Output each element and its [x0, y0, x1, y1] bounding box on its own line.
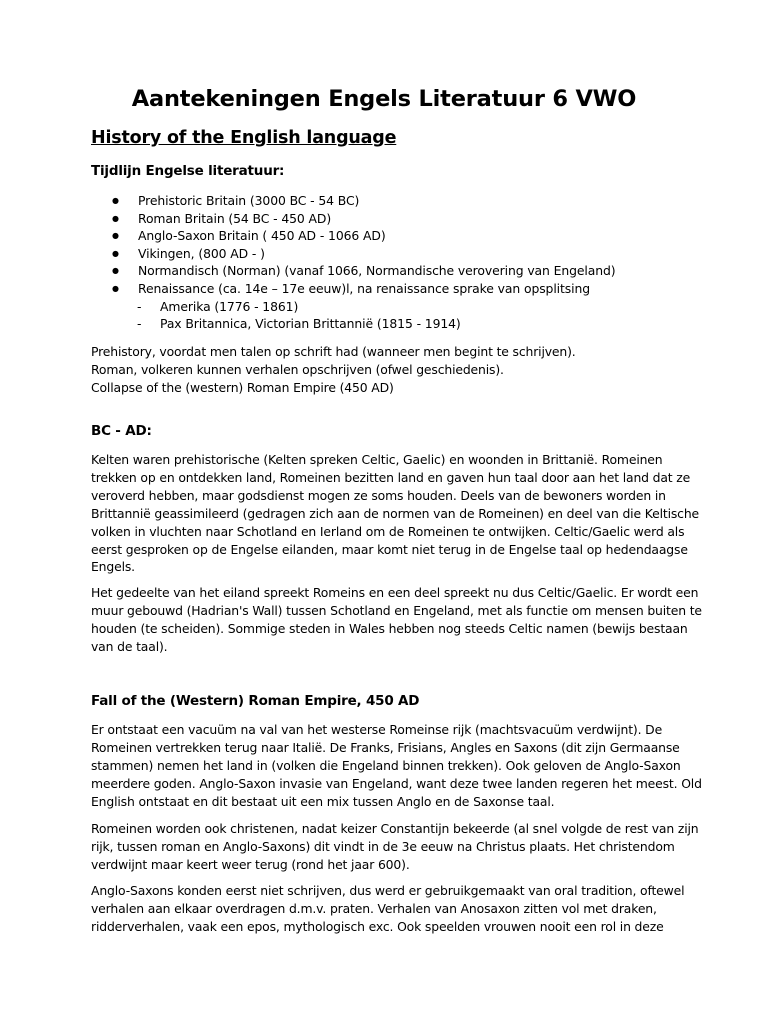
text-line: verdwijnt maar keert weer terug (rond het jaar 600).	[91, 856, 410, 872]
text-line: stammen) nemen het land in (volken die Engeland binnen trekken). Ook geloven de Anglo-Saxon	[91, 757, 681, 773]
text-line: houden (te scheiden). Sommige steden in Wales hebben nog steeds Celtic namen (bewijs bestaan	[91, 620, 688, 636]
text-line: Prehistory, voordat men talen op schrift had (wanneer men begint te schrijven).	[91, 344, 576, 359]
fall-paragraph-2	[91, 820, 699, 874]
intro-paragraph	[91, 343, 691, 397]
text-line: Roman, volkeren kunnen verhalen opschrijven (ofwel geschiedenis).	[91, 361, 504, 377]
bc-ad-paragraph-1	[91, 451, 700, 576]
text-line: Anglo-Saxons konden eerst niet schrijven, dus werd er gebruikgemaakt van oral tradition, oftewel	[91, 883, 685, 898]
text-line: rijk, tussen roman en Anglo-Saxons) dit vindt in de 3e eeuw na Christus plaats. Het christendom	[91, 838, 675, 854]
timeline-item: ● Roman Britain (54 BC - 450 AD)	[112, 210, 616, 228]
timeline-item: ● Prehistoric Britain (3000 BC - 54 BC)	[112, 192, 616, 210]
text-line: volken in vluchten naar Schotland en Ierland om de Romeinen te ontwijken. Celtic/Gaelic werd als	[91, 523, 685, 539]
text-line: Romeinen vertrekken terug naar Italië. De Franks, Frisians, Angles en Saxons (dit zijn Germaanse	[91, 739, 680, 755]
bc-ad-paragraph-2	[91, 584, 702, 656]
timeline-item: ● Vikingen, (800 AD - )	[112, 245, 616, 263]
timeline-item: ● Normandisch (Norman) (vanaf 1066, Normandische verovering van Engeland)	[112, 262, 616, 280]
text-line: Romeinen worden ook christenen, nadat keizer Constantijn bekeerde (al snel volgde de rest van zijn	[91, 821, 699, 836]
timeline-item: ● Renaissance (ca. 14e – 17e eeuw)l, na renaissance sprake van opsplitsing	[112, 280, 616, 298]
text-line: Collapse of the (western) Roman Empire (450 AD)	[91, 379, 394, 395]
text-line: trekken op en ontdekken land, Romeinen bezitten land en gaven hun taal door aan het land dat ze	[91, 469, 691, 485]
timeline-subitem: - Amerika (1776 - 1861)	[112, 298, 616, 316]
text-line: Het gedeelte van het eiland spreekt Romeins en een deel spreekt nu dus Celtic/Gaelic. Er wordt een	[91, 585, 699, 600]
text-line: verhalen aan elkaar overdragen d.m.v. praten. Verhalen van Anosaxon zitten vol met draken,	[91, 900, 657, 916]
text-line: van de taal).	[91, 638, 168, 654]
document-title: Aantekeningen Engels Literatuur 6 VWO	[131, 86, 637, 112]
section-heading-bc-ad: BC - AD:	[91, 423, 152, 439]
text-line: Brittannië geassimileerd (gedragen zich aan de normen van de Romeinen) en deel van die Keltische	[91, 505, 700, 521]
timeline-heading: Tijdlijn Engelse literatuur:	[91, 163, 285, 179]
text-line: Er ontstaat een vacuüm na val van het westerse Romeinse rijk (machtsvacuüm verdwijnt). De	[91, 722, 663, 737]
text-line: English ontstaat en dit bestaat uit een mix tussen Anglo en de Saxonse taal.	[91, 793, 555, 809]
section-heading-fall: Fall of the (Western) Roman Empire, 450 AD	[91, 693, 420, 709]
timeline-subitem: - Pax Britannica, Victorian Brittannië (1815 - 1914)	[112, 315, 616, 333]
fall-paragraph-3	[91, 882, 691, 936]
text-line: muur gebouwd (Hadrian's Wall) tussen Schotland en Engeland, met als functie om mensen buiten te	[91, 602, 702, 618]
text-line: veroverd hebben, maar godsdienst mogen ze soms houden. Deels van de bewoners worden in	[91, 487, 666, 503]
timeline-item: ● Anglo-Saxon Britain ( 450 AD - 1066 AD)	[112, 227, 616, 245]
section-heading-history: History of the English language	[91, 128, 397, 148]
fall-paragraph-1	[91, 721, 702, 811]
text-line: Engels.	[91, 559, 135, 575]
text-line: ridderverhalen, vaak een epos, mythologisch exc. Ook speelden vrouwen nooit een rol in deze	[91, 918, 664, 934]
text-line: meerdere goden. Anglo-Saxon invasie van Engeland, want deze twee landen regeren het meest. Old	[91, 775, 702, 791]
text-line: eerst gesproken op de Engelse eilanden, maar komt niet terug in de Engelse taal op hedendaagse	[91, 541, 688, 557]
timeline-list	[112, 192, 616, 333]
text-line: Kelten waren prehistorische (Kelten spreken Celtic, Gaelic) en woonden in Brittanië. Romeinen	[91, 452, 663, 467]
